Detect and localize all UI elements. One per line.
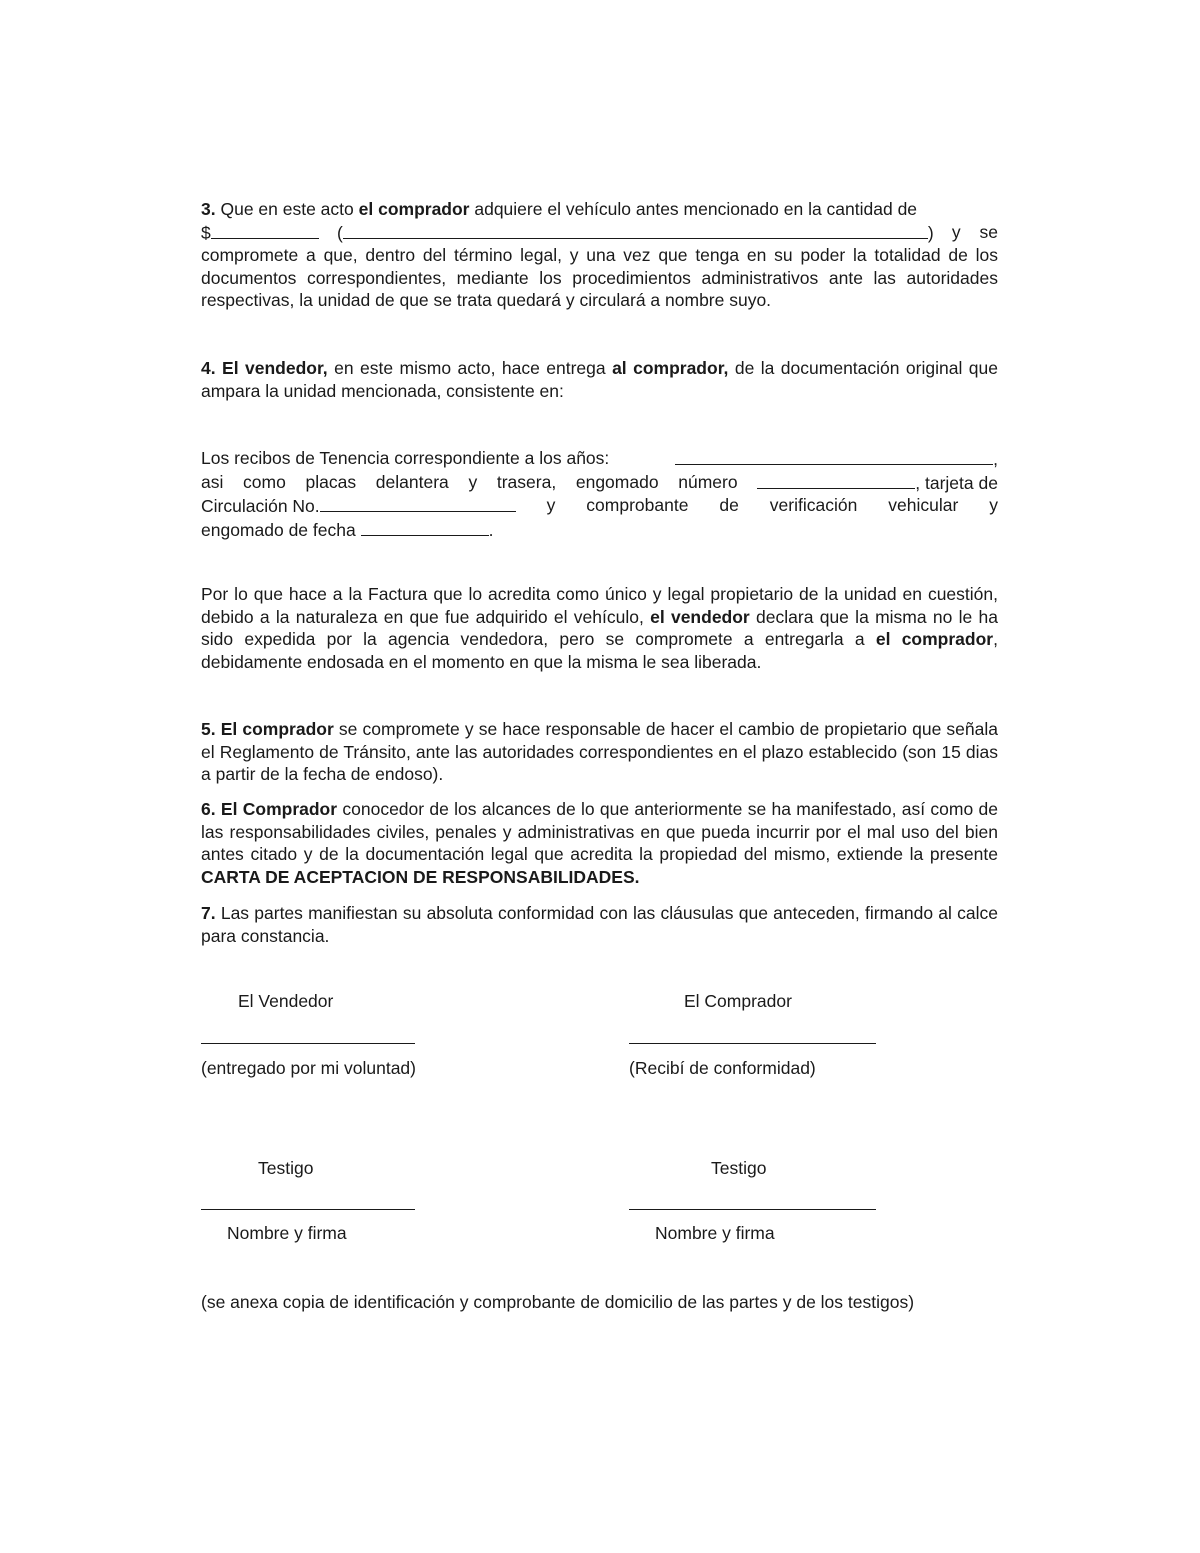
documents-paragraph: Los recibos de Tenencia correspondiente a los años: , asi como placas delantera y trasera, engomado número , tarjeta de Circulación No. y comprobante de verificación vehicular y engomado de fecha . xyxy=(201,448,998,540)
tenencia-years-blank xyxy=(675,447,993,465)
buyer-label: El Comprador xyxy=(684,991,792,1011)
clause-5: 5. El comprador se compromete y se hace responsable de hacer el cambio de propietario que señala el Reglamento de Tránsito, ante las autoridades correspondientes en el plazo establecido (son 15 dias a partir de la fecha de endoso). xyxy=(201,719,999,784)
witness-right-signature-line xyxy=(629,1209,876,1210)
buyer-note: (Recibí de conformidad) xyxy=(629,1058,816,1078)
seller-signature-line xyxy=(201,1043,415,1044)
witness-right-label: Testigo xyxy=(711,1158,767,1178)
annex-note: (se anexa copia de identificación y comprobante de domicilio de las partes y de los testigos) xyxy=(201,1292,915,1312)
factura-paragraph: Por lo que hace a la Factura que lo acredita como único y legal propietario de la unidad en cuestión, debido a la naturaleza en que fue adquirido el vehículo, el vendedor declara que la misma no le ha sido expedida por la agencia vendedora, pero se compromete a entregarla a el comprador, debidamente endosada en el momento en que la misma le sea liberada. xyxy=(201,584,999,672)
amount-line: $ ( ) y se xyxy=(201,221,998,243)
buyer-signature-line xyxy=(629,1043,876,1044)
engomado-date-blank xyxy=(361,518,489,536)
circulation-number-blank xyxy=(320,494,516,512)
amount-number-blank xyxy=(211,221,319,239)
seller-note: (entregado por mi voluntad) xyxy=(201,1058,416,1078)
clause-4: 4. El vendedor, en este mismo acto, hace entrega al comprador, de la documentación original que ampara la unidad mencionada, consistente en: xyxy=(201,358,998,401)
clause-7: 7. Las partes manifiestan su absoluta conformidad con las cláusulas que anteceden, firmando al calce para constancia. xyxy=(201,903,998,946)
clause-6: 6. El Comprador conocedor de los alcances de lo que anteriormente se ha manifestado, así como de las responsabilidades civiles, penales y administrativas en que pueda incurrir por el mal uso del bien antes citado y de la documentación legal que acredita la propiedad del mismo, extiende la presente CARTA DE ACEPTACION DE RESPONSABILIDADES. xyxy=(201,799,998,887)
witness-left-label: Testigo xyxy=(258,1158,314,1178)
seller-label: El Vendedor xyxy=(238,991,334,1011)
clause-number: 3. xyxy=(201,199,216,219)
witness-left-name: Nombre y firma xyxy=(227,1223,347,1243)
witness-right-name: Nombre y firma xyxy=(655,1223,775,1243)
witness-left-signature-line xyxy=(201,1209,415,1210)
clause-3: 3. Que en este acto el comprador adquiere el vehículo antes mencionado en la cantidad de $ ( ) y se compromete a que, dentro del término legal, y una vez que tenga en su poder la totalidad de los documentos correspondientes, mediante los procedimientos administrativos ante las autoridades respectivas, la unidad de que se trata quedará y circulará a nombre suyo. xyxy=(201,199,998,310)
amount-words-blank xyxy=(343,221,928,239)
engomado-number-blank xyxy=(757,471,915,489)
